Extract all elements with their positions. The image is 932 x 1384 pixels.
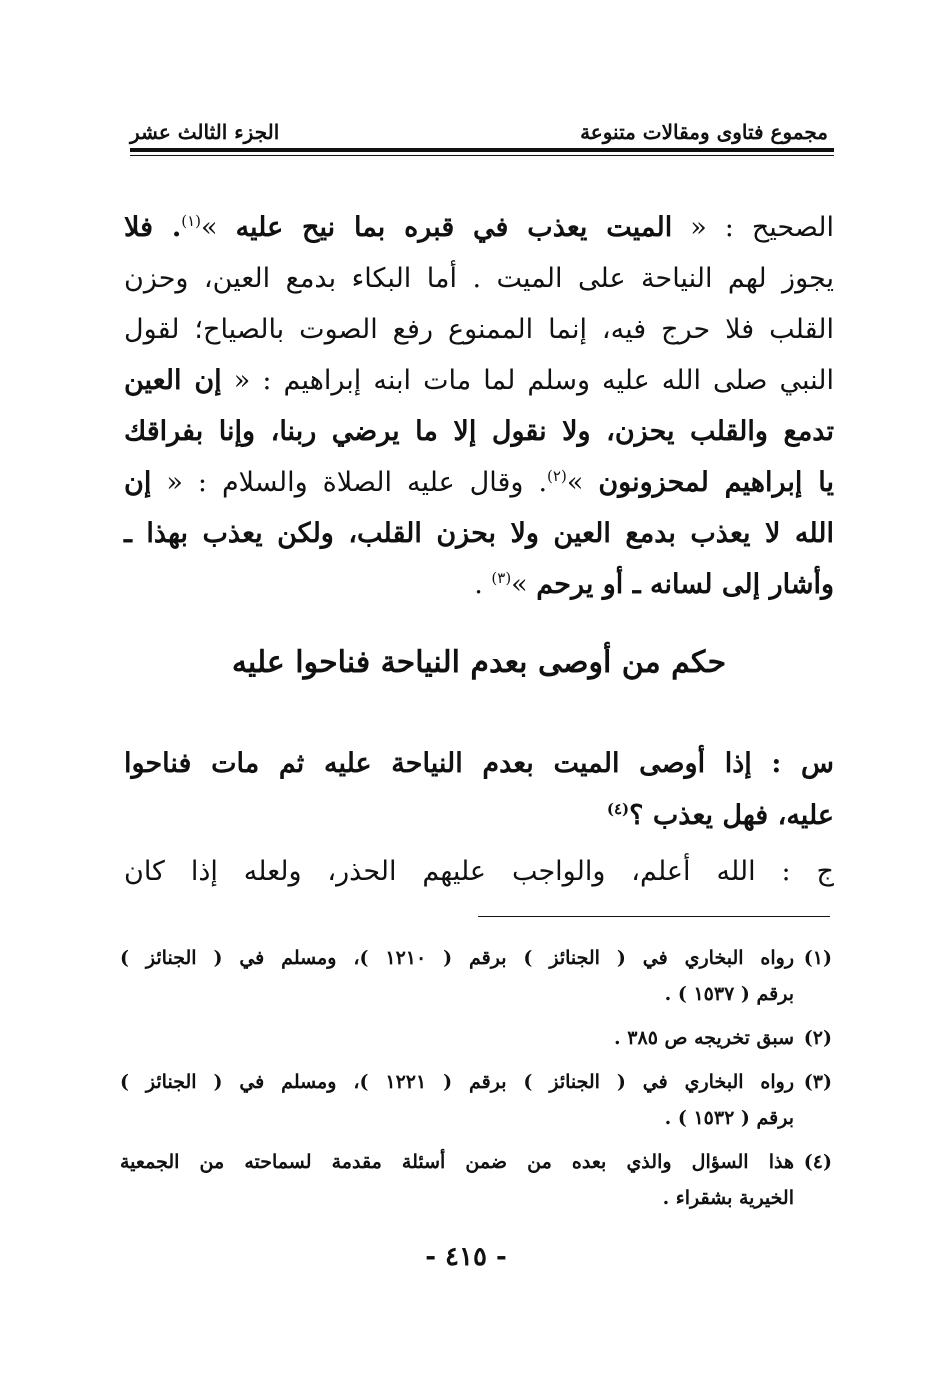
footnote-marker: (٣) [491,569,512,587]
text-line: القلب فلا حرج فيه، إنما الممنوع رفع الصوت بالصياح؛ لقول [124,314,834,345]
header-rule-thick [130,148,834,152]
footnote-number: (١) [803,947,832,969]
footnote-item [120,940,832,1012]
footnote-number: (٤) [803,1151,832,1173]
hadith-quote: يا إبراهيم لمحزونون [598,467,834,498]
section-heading: حكم من أوصى بعدم النياحة فناحوا عليه [231,645,727,680]
footnote-separator [478,916,830,917]
footnote-number: (٣) [803,1071,832,1093]
question-line: س : إذا أوصى الميت بعدم النياحة عليه ثم مات فناحوا [124,748,834,779]
header-rule-thin [130,155,834,156]
footnote-item [120,1144,832,1216]
text-line: يجوز لهم النياحة على الميت . أما البكاء بدمع العين، وحزن [124,263,834,294]
footnotes [120,940,832,1224]
hadith-quote: إن [124,467,152,498]
footnote-marker: (٢) [547,467,567,485]
footnote-text: سبق تخريجه ص ٣٨٥ . [614,1027,794,1049]
running-header-book-title: مجموع فتاوى ومقالات متنوعة [580,120,828,144]
main-paragraph [124,202,834,610]
footnote-text: رواه البخاري في ( الجنائز ) برقم ( ١٢٢١ )، ومسلم في ( الجنائز ) [120,1071,795,1093]
question-line: عليه، فهل يعذب ؟$^{(٤)}$ [606,800,834,831]
footnote-number: (٢) [803,1027,832,1049]
answer-block [124,846,834,898]
text-line: الصحيح : « الميت يعذب في قبره بما نيح عليه »$^{(١)}$. فلا [124,212,835,243]
footnote-text: برقم ( ١٥٣٢ ) . [664,1107,794,1129]
footnote-text: برقم ( ١٥٣٧ ) . [664,983,794,1005]
hadith-quote: إن العين [124,365,222,396]
hadith-quote: الميت يعذب في قبره بما نيح عليه [235,212,673,243]
hadith-quote: وأشار إلى لسانه ـ أو يرحم [536,569,834,600]
hadith-quote-line: تدمع والقلب يحزن، ولا نقول إلا ما يرضي ربنا، وإنا بفراقك [124,416,834,447]
question-block [124,738,834,842]
text-line: يا إبراهيم لمحزونون »$^{(٢)}$. وقال عليه الصلاة والسلام : « إن [124,467,834,498]
footnote-item [120,1020,832,1056]
page-number: - ٤١٥ - [425,1242,507,1272]
running-header-volume: الجزء الثالث عشر [130,120,280,144]
text-line: النبي صلى الله عليه وسلم لما مات ابنه إبراهيم : « إن العين [124,365,834,396]
footnote-marker: (٤) [606,800,630,818]
hadith-quote-line: الله لا يعذب بدمع العين ولا بحزن القلب، ولكن يعذب بهذا ـ [124,518,834,549]
answer-line: ج : الله أعلم، والواجب عليهم الحذر، ولعله إذا كان [124,856,834,887]
footnote-text: رواه البخاري في ( الجنائز ) برقم ( ١٢١٠ )، ومسلم في ( الجنائز ) [120,947,795,969]
footnote-marker: (١) [181,212,202,230]
text-line: وأشار إلى لسانه ـ أو يرحم »$^{(٣)}$ . [474,569,834,600]
footnote-text: الخيرية بشقراء . [662,1187,794,1209]
footnote-item [120,1064,832,1136]
footnote-text: هذا السؤال والذي بعده من ضمن أسئلة مقدمة لسماحته من الجمعية [120,1151,794,1173]
